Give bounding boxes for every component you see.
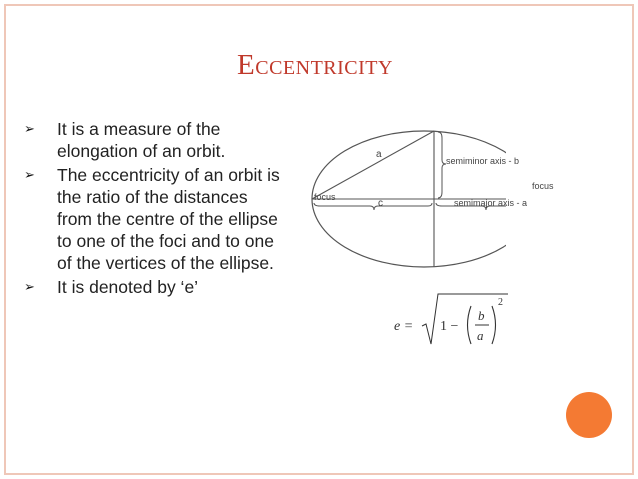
focal-distance-brace [314,203,432,210]
diagram-label-a: a [376,149,382,160]
bullet-text: The eccentricity of an orbit is the ratio of the distances from the centre of the ellipse to one of the foci and to one of the vertices of the ellipse. [57,165,280,273]
right-paren [492,306,496,344]
bullet-text: It is denoted by ‘e’ [57,277,199,297]
accent-circle [566,392,612,438]
arrow-bullet-icon: ➢ [24,121,35,136]
diagram-label-c: c [378,198,383,209]
diagram-label-semimajor: semimajor axis - a [454,198,528,208]
formula-exponent: 2 [498,297,503,308]
bullet-item [16,276,286,298]
diagram-label-focus-right: focus [532,181,554,191]
eccentricity-formula [392,290,512,354]
left-paren [468,306,472,344]
semiminor-brace [438,132,446,198]
arrow-bullet-icon: ➢ [24,167,35,182]
bullet-text: It is a measure of the elongation of an orbit. [57,119,226,161]
focus-to-covertex-line [312,131,434,199]
slide-title: Eccentricity [237,49,393,81]
bullet-list [16,118,286,300]
diagram-label-semiminor: semiminor axis - b [446,156,520,166]
diagram-label-focus-left: focus [314,192,336,202]
bullet-item [16,118,286,162]
formula-one-minus: 1 − [440,319,459,334]
bullet-item [16,164,286,274]
formula-numerator: b [478,308,485,323]
formula-lhs: e = [394,319,414,334]
arrow-bullet-icon: ➢ [24,279,35,294]
formula-denominator: a [477,328,484,343]
